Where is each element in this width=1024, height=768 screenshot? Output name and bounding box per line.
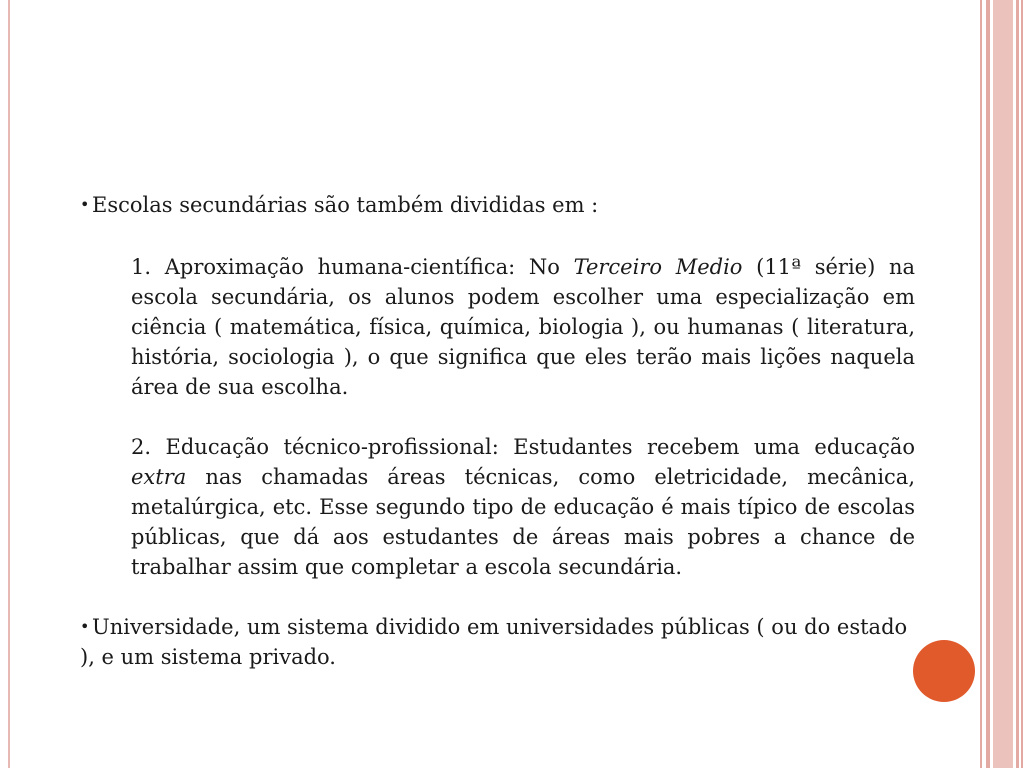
item-text: 2. Educação técnico-profissional: Estudantes recebem uma educação — [131, 435, 915, 459]
item-text: 1. Aproximação humana-científica: No — [131, 255, 574, 279]
bullet-dot-icon: • — [80, 195, 90, 214]
bullet-text: Universidade, um sistema dividido em universidades públicas ( ou do estado ), e um sistema privado. — [80, 615, 908, 669]
stripe — [1021, 0, 1023, 768]
bullet-dot-icon: • — [80, 617, 90, 636]
item-emphasis: Terceiro Medio — [573, 255, 743, 279]
item-text: nas chamadas áreas técnicas, como eletricidade, mecânica, metalúrgica, etc. Esse segundo tipo de educação é mais típico de escolas públicas, que dá aos estudantes de áreas mais pobres a chance de trabalhar assim que completar a escola secundária. — [131, 465, 915, 579]
list-item-tecnico-profissional — [131, 432, 915, 582]
right-decorative-stripes — [980, 0, 1024, 768]
stripe — [980, 0, 982, 768]
list-item-humana-cientifica — [131, 252, 915, 402]
bullet-universidade — [80, 612, 915, 672]
stripe — [1016, 0, 1019, 768]
item-emphasis: extra — [131, 465, 187, 489]
stripe — [993, 0, 1013, 768]
bullet-escolas-secundarias — [80, 190, 915, 220]
left-border-line — [8, 0, 10, 768]
slide-content — [80, 190, 915, 672]
stripe — [986, 0, 990, 768]
orange-circle-decoration — [913, 640, 975, 702]
item-text: (11ª série) na escola secundária, os alunos podem escolher uma especialização em ciência ( matemática, física, química, biologia ), ou humanas ( literatura, história, sociologia ), o que significa que eles terão mais lições naquela área de sua escolha. — [131, 255, 916, 399]
bullet-text: Escolas secundárias são também divididas em : — [92, 193, 599, 217]
